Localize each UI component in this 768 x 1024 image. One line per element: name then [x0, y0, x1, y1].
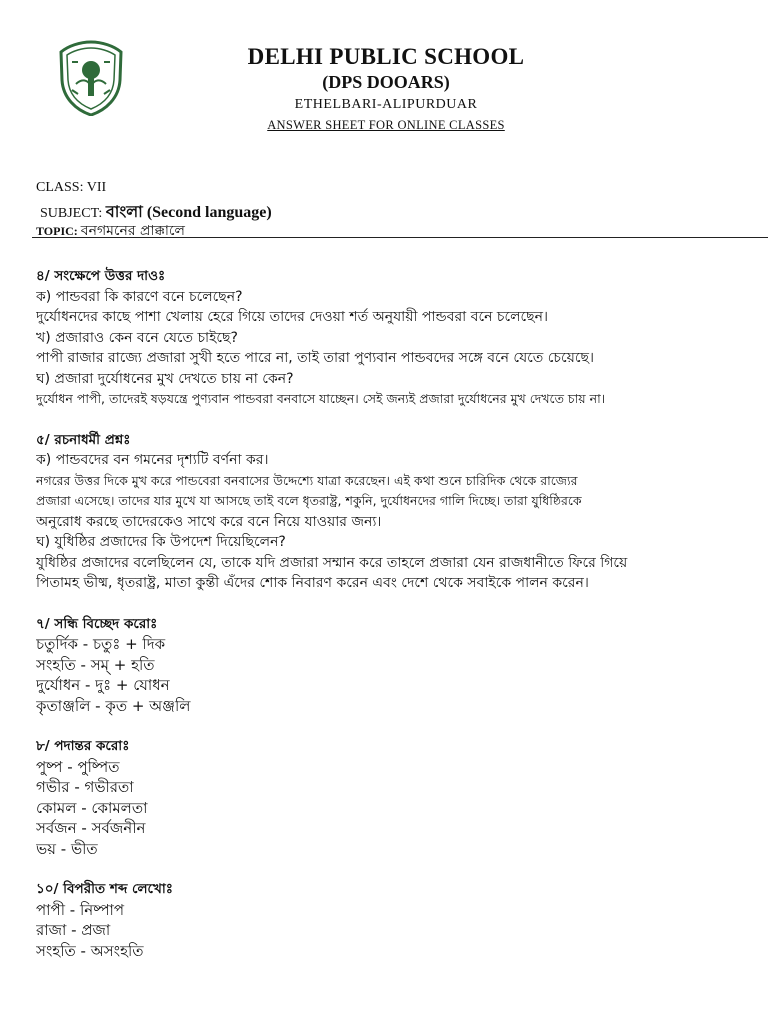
- answer-line: ক) পান্ডবদের বন গমনের দৃশ্যটি বর্ণনা কর।: [36, 452, 269, 468]
- answer-section: [36, 266, 761, 410]
- section-heading: ৪/ সংক্ষেপে উত্তর দাওঃ: [36, 268, 166, 284]
- answer-line: ভয় - ভীত: [36, 839, 98, 858]
- section-heading: ৭/ সন্ধি বিচ্ছেদ করোঃ: [36, 615, 158, 632]
- class-line: [36, 180, 106, 196]
- section-heading: ১০/ বিপরীত শব্দ লেখোঃ: [36, 881, 173, 897]
- answer-line: সংহতি - সম্ + হতি: [36, 655, 155, 674]
- answer-line: নগরের উত্তর দিকে মুখ করে পান্ডবেরা বনবাসের উদ্দেশ্যে যাত্রা করেছেন। এই কথা শুনে চারিদিক থেকে রাজ্যের: [36, 472, 578, 488]
- answer-line: অনুরোধ করছে তাদেরকেও সাথে করে বনে নিয়ে যাওয়ার জন্য।: [36, 513, 382, 530]
- answer-line: পাপী রাজার রাজ্যে প্রজারা সুখী হতে পারে না, তাই তারা পুণ্যবান পান্ডবদের সঙ্গে বনে যেতে চেয়েছে।: [36, 350, 594, 366]
- school-name: DELHI PUBLIC SCHOOL: [247, 44, 525, 69]
- topic-value: বনগমনের প্রাক্কালে: [80, 223, 185, 239]
- answer-line: দুর্যোধন - দুঃ + যোধন: [36, 676, 170, 694]
- answer-line: সর্বজন - সর্বজনীন: [36, 819, 146, 837]
- answer-line: কোমল - কোমলতা: [36, 798, 148, 817]
- school-location: ETHELBARI-ALIPURDUAR: [294, 97, 478, 112]
- answer-line: চতুর্দিক - চতুঃ + দিক: [36, 635, 166, 653]
- answer-line: ঘ) প্রজারা দুর্যোধনের মুখ দেখতে চায় না কেন?: [36, 370, 294, 387]
- answer-line: খ) প্রজারাও কেন বনে যেতে চাইছে?: [36, 329, 238, 346]
- answer-section: [36, 430, 761, 594]
- answer-line: ঘ) যুধিষ্ঠির প্রজাদের কি উপদেশ দিয়েছিলেন?: [36, 534, 286, 550]
- answer-line: সংহতি - অসংহতি: [36, 941, 144, 960]
- section-heading: ৮/ পদান্তর করোঃ: [36, 738, 130, 754]
- answer-line: গভীর - গভীরতা: [36, 778, 134, 796]
- answer-section: [36, 736, 761, 859]
- answer-line: পাপী - নিষ্পাপ: [36, 900, 125, 919]
- class-value: VII: [86, 180, 107, 195]
- school-branch: (DPS DOOARS): [322, 72, 450, 92]
- header-divider: [32, 237, 768, 238]
- answer-section: [36, 879, 761, 961]
- answer-line: দুর্যোধনদের কাছে পাশা খেলায় হেরে গিয়ে তাদের দেওয়া শর্ত অনুযায়ী পান্ডবরা বনে চলেছেন।: [36, 309, 548, 325]
- subject-label: SUBJECT:: [40, 206, 103, 221]
- answer-line: পিতামহ ভীষ্ম, ধৃতরাষ্ট্র, মাতা কুন্তী এঁদের শোক নিবারণ করেন এবং দেশে থেকে সবাইকে পালন করেন।: [36, 575, 589, 591]
- answer-line: কৃতাঞ্জলি - কৃত + অঞ্জলি: [36, 696, 191, 715]
- subject-value: বাংলা (Second language): [105, 204, 272, 221]
- sheet-title: ANSWER SHEET FOR ONLINE CLASSES: [267, 118, 505, 132]
- answer-line: ক) পান্ডবরা কি কারণে বনে চলেছেন?: [36, 288, 243, 305]
- answer-line: রাজা - প্রজা: [36, 921, 111, 939]
- answer-line: পুষ্প - পুষ্পিত: [36, 757, 120, 776]
- topic-label: TOPIC:: [36, 224, 78, 238]
- answer-line: দুর্যোধন পাপী, তাদেরই ষড়যন্ত্রে পুণ্যবান পান্ডবরা বনবাসে যাচ্ছেন। সেই জন্যই প্রজারা দুর্যোধনের মুখ দেখতে চায় না।: [36, 391, 606, 406]
- answer-line: প্রজারা এসেছে। তাদের যার মুখে যা আসছে তাই বলে ধৃতরাষ্ট্র, শকুনি, দুর্যোধনদের গালি দিচ্ছে। তারা যুধিষ্ঠিরকে: [36, 493, 582, 508]
- school-crest-logo: [58, 40, 124, 116]
- topic-line: [36, 219, 185, 243]
- answer-section: [36, 614, 761, 717]
- class-label: CLASS:: [36, 180, 84, 195]
- answer-line: যুধিষ্ঠির প্রজাদের বলেছিলেন যে, তাকে যদি প্রজারা সম্মান করে তাহলে প্রজারা যেন রাজধানীতে ফিরে গিয়ে: [36, 554, 628, 571]
- answer-content: [36, 266, 761, 981]
- section-heading: ৫/ রচনাধর্মী প্রশ্নঃ: [36, 431, 131, 448]
